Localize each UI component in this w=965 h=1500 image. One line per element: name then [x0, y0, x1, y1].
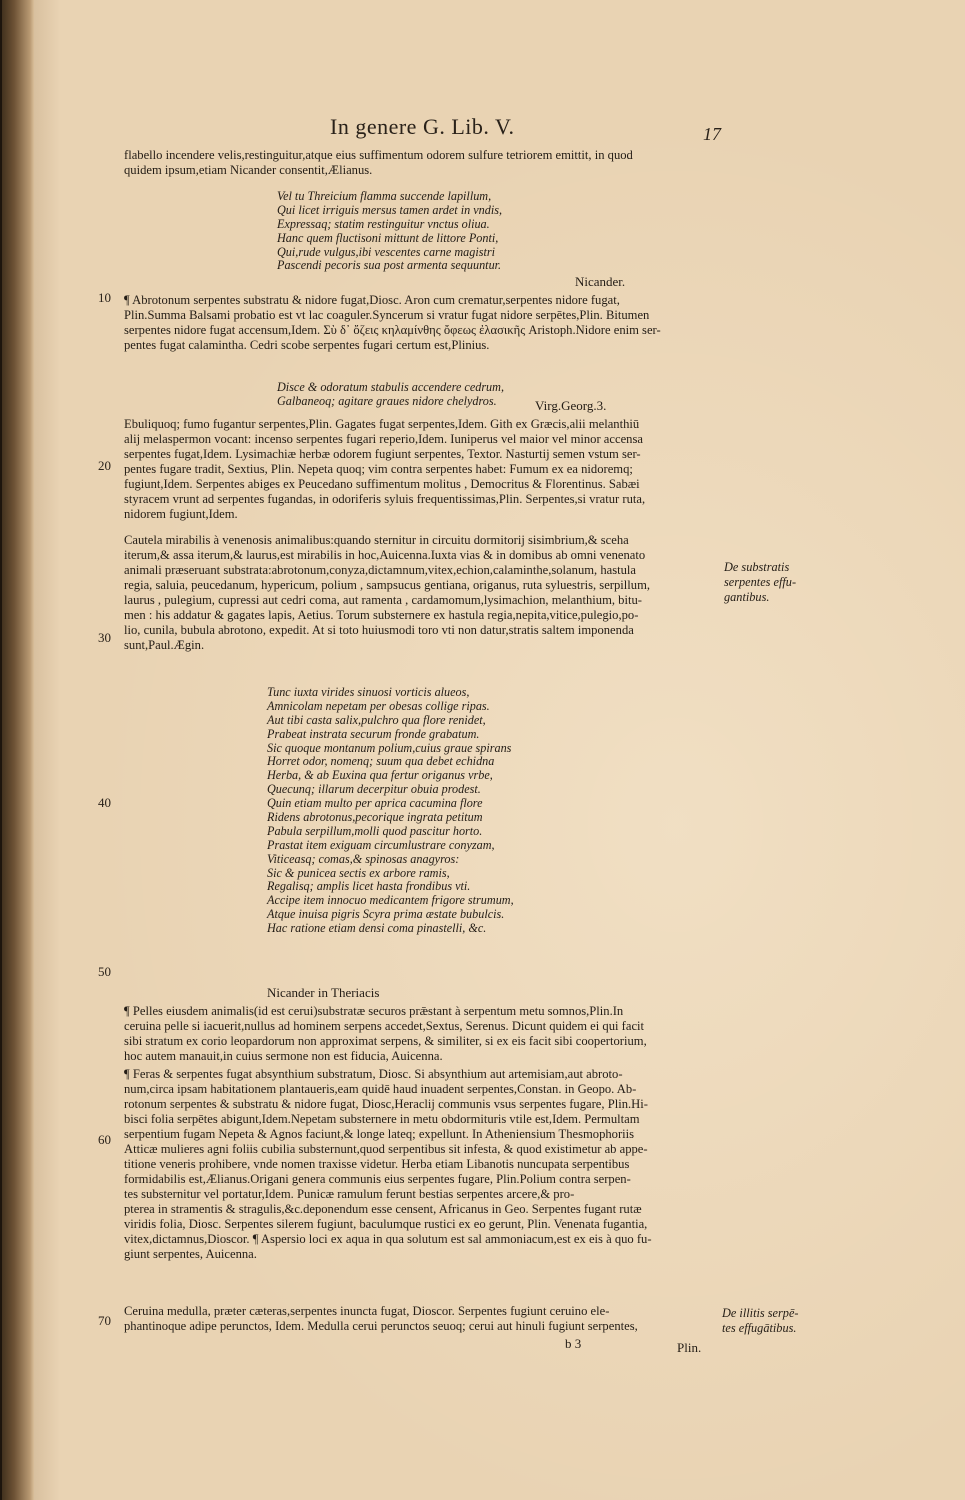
text-line: pentes fugat calamintha. Cedri scobe serpentes fugari certum est,Plinius.: [124, 338, 490, 352]
text-line: Atticæ mulieres agni foliis cubilia substernunt,quod serpentibus sit infesta, & quod existimetur ab appe-: [124, 1142, 648, 1156]
text-line: serpentes fugat,Idem. Lysimachiæ herbæ odorem fugiunt serpentes, Textor. Nasturtij semen vstum ser-: [124, 447, 641, 461]
text-line: quidem ipsum,etiam Nicander consentit,Ælianus.: [124, 163, 373, 177]
margin-line: serpentes effu-: [724, 575, 797, 589]
text-line: flabello incendere velis,restinguitur,atque eius suffimentum odorem sulfure tetriorem emittit, in quod: [124, 148, 633, 162]
verse-line: Hanc quem fluctisoni mittunt de littore Ponti,: [277, 230, 499, 245]
verse-line: Prastat item exiguam circumlustrare conyzam,: [267, 837, 495, 852]
verse-line: Qui licet irriguis mersus tamen ardet in vndis,: [277, 202, 503, 217]
line-number-40: 40: [98, 795, 111, 810]
line-number-10: 10: [98, 290, 111, 305]
text-line: phantinoque adipe perunctos, Idem. Medulla cerui perunctos seuoq; cerui aut hinuli fugiunt serpentes,: [124, 1319, 638, 1333]
signature-mark: b 3: [565, 1336, 582, 1351]
text-line: Ceruina medulla, præter cæteras,serpentes inuncta fugat, Dioscor. Serpentes fugiunt ceruino ele-: [124, 1304, 610, 1318]
intro-text: [124, 148, 633, 178]
text-line: sunt,Paul.Ægin.: [124, 638, 205, 652]
text-line: sibi stratum ex corio leopardorum non approximat serpens, & similiter, si ex eis facit sibi coopertorium,: [124, 1034, 647, 1048]
verse-line: Horret odor, nomenq; suum qua debet echidna: [267, 754, 495, 769]
verse-attribution: Virg.Georg.3.: [535, 398, 607, 413]
verse-line: Galbaneoq; agitare graues nidore chelydros.: [277, 393, 497, 408]
text-line: nidorem fugiunt,Idem.: [124, 507, 238, 521]
catchword: Plin.: [677, 1340, 702, 1355]
text-line: Ebuliquoq; fumo fugantur serpentes,Plin. Gagates fugat serpentes,Idem. Gith ex Græcis,alii melanthiū: [124, 417, 640, 431]
paragraph-fumo: [124, 417, 645, 522]
verse-attribution: Nicander.: [575, 274, 626, 289]
text-line: ¶ Feras & serpentes fugat absynthium substratum, Diosc. Si absynthium aut artemisiam,aut abroto-: [124, 1067, 623, 1081]
verse-line: Regalisq; amplis licet hasta frondibus vti.: [267, 879, 471, 894]
page-number: 17: [703, 124, 721, 144]
margin-line: gantibus.: [724, 590, 770, 604]
verse-line: Vel tu Threicium flamma succende lapillum,: [277, 189, 492, 203]
text-line: pterea in stramentis & stragulis,&c.deponendum esse censent, Africanus in Geo. Serpentes fugant rutæ: [124, 1202, 642, 1216]
text-line: men : his addatur & gagates lapis, Aetius. Torum substernere ex hastula regia,nepita,vitice,pulegio,po-: [124, 608, 639, 622]
margin-line: tes effugātibus.: [722, 1321, 797, 1335]
text-line: pentes fugare tradit, Sextius, Plin. Nepeta quoq; vim contra serpentes habet: Fumum ex ea nidoremq;: [124, 462, 633, 476]
verse-line: Hac ratione etiam densi coma pinastelli, &c.: [267, 921, 487, 936]
text-line: regia, saluia, peucedanum, hypericum, polium , sampsucus gentiana, origanus, ruta syluestris, serpillum,: [124, 578, 651, 592]
line-number-50: 50: [98, 964, 111, 979]
verse-line: Quin etiam multo per aprica cacumina flore: [267, 796, 483, 811]
paragraph-feras: [124, 1067, 652, 1262]
text-line: vitex,dictamnus,Dioscor. ¶ Aspersio loci ex aqua in qua solutum est sal ammoniacum,est ex eis à quo fu-: [124, 1232, 652, 1246]
text-line: ¶ Pelles eiusdem animalis(id est cerui)substratæ securos prǣstant à serpentum metu somnos,Plin.In: [124, 1004, 624, 1018]
verse-line: Quecunq; illarum decerpitur obuia prodest.: [267, 782, 481, 797]
margin-line: De substratis: [724, 560, 790, 574]
text-line: lio, cunila, bubula abrotono, expedit. At si toto huiusmodi toro vti non datur,stratis saltem imponenda: [124, 623, 634, 637]
verse-attribution: Nicander in Theriacis: [267, 985, 380, 1000]
line-number-60: 60: [98, 1132, 111, 1147]
margin-line: De illitis serpē-: [722, 1306, 799, 1320]
text-line: alij melaspermon vocant: incenso serpentes fugari reperio,Idem. Iuniperus vel maior vel minor accensa: [124, 432, 643, 446]
text-line: bisci folia serpētes abigunt,Idem.Nepetam substernere in metu obdormituris vtile est,Idem. Permultam: [124, 1112, 640, 1126]
verse-block-1: [277, 190, 502, 273]
verse-block-3: [267, 686, 514, 936]
text-line: iterum,& assa iterum,& laurus,est mirabilis in hoc,Auicenna.Iuxta vias & in domibus ab omni venenato: [124, 548, 646, 562]
verse-line: Sic quoque montanum polium,cuius graue spirans: [267, 740, 512, 755]
text-line: num,circa ipsam habitationem plantaueris,eam quidē haud inuadent serpentes,Constan. in Geopo. Ab-: [124, 1082, 637, 1096]
verse-line: Sic & punicea sectis ex arbore ramis,: [267, 865, 450, 880]
text-line: titione veneris prohibere, vnde nomen traxisse videtur. Herba etiam Libanotis nuncupata serpentibus: [124, 1157, 630, 1171]
verse-line: Disce & odoratum stabulis accendere cedrum,: [277, 380, 505, 394]
margin-note-illitis: [722, 1306, 799, 1336]
text-line: giunt serpentes, Auicenna.: [124, 1247, 257, 1261]
text-line: hoc autem manauit,in cuius sermone non est fiducia, Auicenna.: [124, 1049, 443, 1063]
paragraph-abrotonum: [124, 293, 661, 353]
paragraph-pelles: [124, 1004, 647, 1064]
verse-line: Tunc iuxta virides sinuosi vorticis alueos,: [267, 685, 470, 699]
text-line: tes substernitur vel portatur,Idem. Punicæ ramulum ferunt bestias serpentes arcere,& pro-: [124, 1187, 575, 1201]
text-line: Plin.Summa Balsami probatio est vt lac coaguler.Syncerum si vratur fugat nidore serpētes,Plin. Bitumen: [124, 308, 650, 322]
book-spine-shadow: [0, 0, 34, 1500]
verse-line: Prabeat instrata securum fronde grabatum.: [267, 726, 480, 741]
text-line: ¶ Abrotonum serpentes substratu & nidore fugat,Diosc. Aron cum crematur,serpentes nidore fugat,: [124, 293, 620, 307]
line-number-20: 20: [98, 458, 111, 473]
verse-line: Aut tibi casta salix,pulchro qua flore renidet,: [267, 712, 486, 727]
line-number-30: 30: [98, 630, 111, 645]
text-line: ceruina pelle si iacuerit,nullus ad hominem serpens accedet,Sextus, Serenus. Dicunt quidem ei qui facit: [124, 1019, 645, 1033]
paragraph-cautela: [124, 533, 650, 653]
text-line: laurus , pulegium, cupressi aut cedri coma, aut ramenta , cardamomum,lysimachion, melanthium, bitu-: [124, 593, 642, 607]
verse-line: Qui,rude vulgus,ibi vescentes carne magistri: [277, 244, 495, 259]
text-line: formidabilis est,Ælianus.Origani genera communis eius serpentes fugare, Plin.Polium contra serpen-: [124, 1172, 631, 1186]
verse-line: Herba, & ab Euxina qua fertur origanus vrbe,: [267, 768, 493, 783]
text-line: serpentes nidore fugat accensum,Idem. Σὺ δ᾽ ὄζεις κηλαμίνθης ὄφεως ἐλασικῆς Aristoph.Nidore enim ser-: [124, 323, 661, 337]
verse-line: Viticeasq; comas,& spinosas anagyros:: [267, 851, 460, 866]
text-line: styracem vrunt ad serpentes fugandas, in odoriferis syluis frequentissimas,Plin. Serpentes,si vratur ruta,: [124, 492, 646, 506]
text-line: rotonum serpentes & substratu & nidore fugat, Diosc,Heraclij communis vsus serpentes fugare, Plin.Hi-: [124, 1097, 648, 1111]
verse-line: Amnicolam nepetam per obesas collige ripas.: [267, 698, 490, 713]
verse-block-2: [277, 381, 504, 409]
book-edge: [0, 0, 2, 1500]
text-line: animali præseruant substrata:abrotonum,conyza,dictamnum,vitex,echion,calaminthe,solanum, hastula: [124, 563, 637, 577]
verse-line: Expressaq; statim restinguitur vnctus oliua.: [277, 216, 490, 231]
paragraph-ceruina-medulla: [124, 1304, 638, 1334]
margin-note-substratis: [724, 560, 796, 605]
verse-line: Pabula serpillum,molli quod pascitur horto.: [267, 823, 483, 838]
text-line: fugiunt,Idem. Serpentes abiges ex Peucedano suffimentum molitus , Democritus & Florentinus. Sabæi: [124, 477, 640, 491]
text-line: serpentium fugam Nepeta & Agnos faciunt,& longe lateq; expellunt. In Atheniensium Thesmophoriis: [124, 1127, 635, 1141]
line-number-70: 70: [98, 1313, 111, 1328]
text-line: Cautela mirabilis à venenosis animalibus:quando sternitur in circuitu dormitorij sisimbrium,& sceha: [124, 533, 629, 547]
verse-line: Accipe item innocuo medicantem frigore strumum,: [267, 893, 514, 908]
verse-line: Atque inuisa pigris Scyra prima æstate bubulcis.: [267, 907, 505, 922]
verse-line: Ridens abrotonus,pecorique ingrata petitum: [267, 810, 483, 825]
verse-line: Pascendi pecoris sua post armenta sequuntur.: [277, 258, 502, 273]
text-line: viridis folia, Diosc. Serpentes silerem fugiunt, baculumque rustici ex eo gerunt, Plin. Venenata fugantia,: [124, 1217, 648, 1231]
running-title: In genere G. Lib. V.: [330, 114, 515, 139]
